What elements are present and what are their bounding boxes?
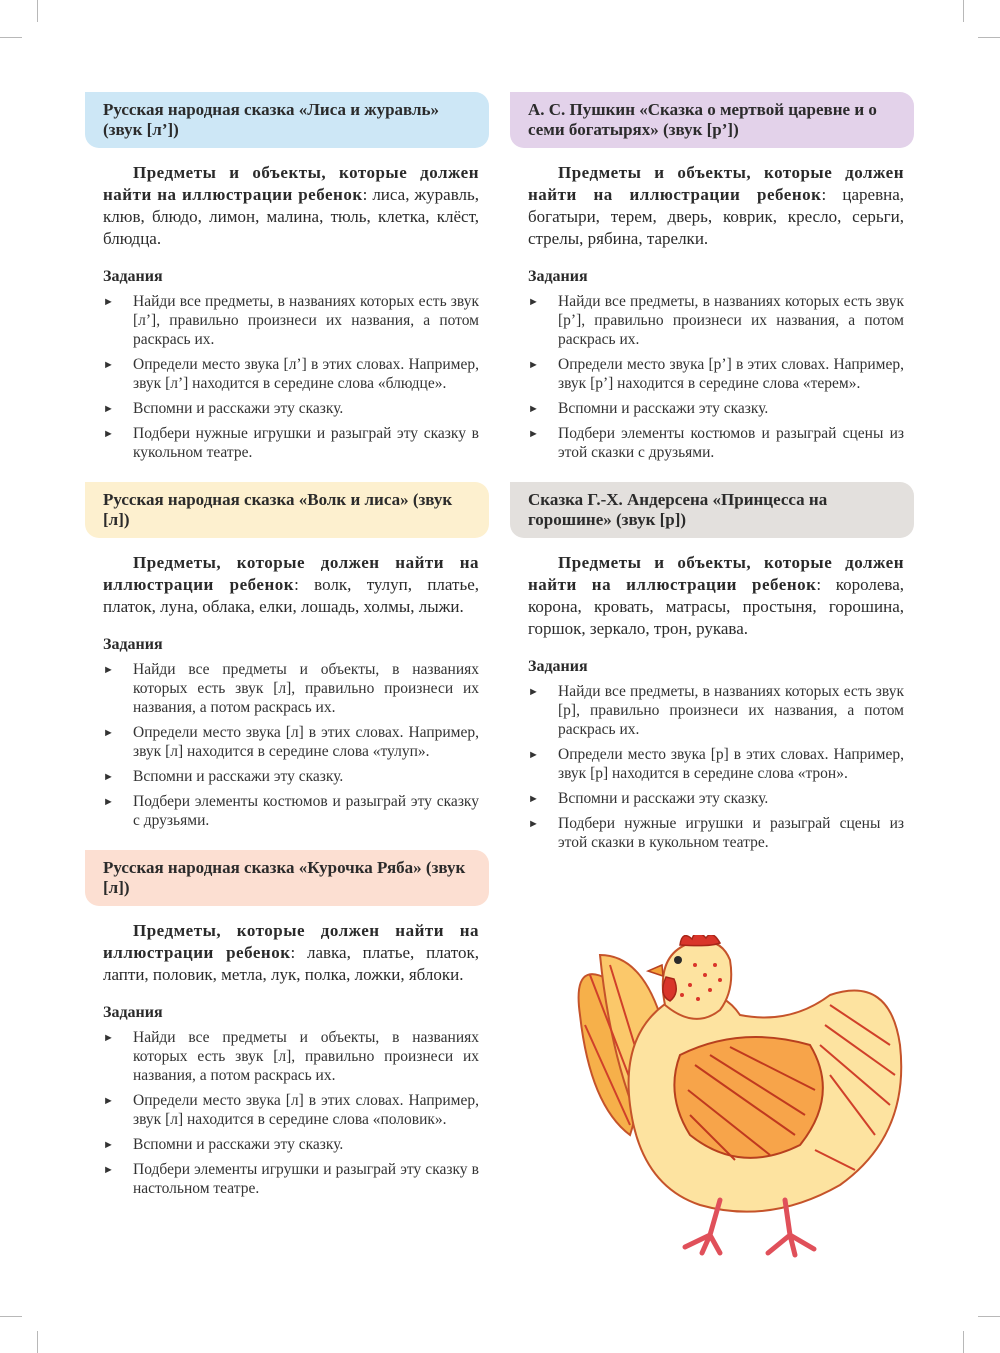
bullet-icon: ► [103,296,114,308]
task-text: Вспомни и расскажи эту сказку. [558,400,769,417]
task-text: Определи место звука [л’] в этих словах. Например, звук [л’] находится в середине слова «блюдце». [133,356,479,392]
task-text: Вспомни и расскажи эту сказку. [133,768,344,785]
section-intro [103,920,479,986]
intro-rest: : лавка, платье, платок, лапти, половик, метла, лук, полка, ложки, яблоки. [103,943,479,984]
task-text: Вспомни и расскажи эту сказку. [133,400,344,417]
task-text: Найди все предметы и объекты, в названиях которых есть звук [л], правильно произнеси их названия, а потом раскрась их. [133,1029,479,1084]
bullet-icon: ► [103,1095,114,1107]
bullet-icon: ► [103,1164,114,1176]
task-item [528,292,904,349]
intro-bold: Предметы и объекты, которые должен найти на иллюстрации ребенок [528,163,904,204]
section-intro [103,552,479,618]
task-text: Определи место звука [л] в этих словах. Например, звук [л] находится в середине слова «тулуп». [133,724,479,760]
tasks-title: Задания [528,658,588,675]
hen-illustration [570,935,920,1265]
section-intro [528,162,904,250]
task-item [528,789,904,808]
bullet-icon: ► [103,403,114,415]
bullet-icon: ► [528,403,539,415]
section-pushkin-tsarevna [510,92,914,462]
task-item [103,424,479,462]
task-item [528,814,904,852]
section-header: Русская народная сказка «Курочка Ряба» (звук [л]) [85,850,489,906]
section-printsessa-na-goroshine [510,482,914,852]
task-text: Определи место звука [р’] в этих словах. Например, звук [р’] находится в середине слова «терем». [558,356,904,392]
task-item [103,355,479,393]
task-item [103,1160,479,1198]
section-intro [103,162,479,250]
section-header: Русская народная сказка «Лиса и журавль» (звук [л’]) [85,92,489,148]
intro-rest: : королева, корона, кровать, матрасы, простыня, горошина, горшок, зеркало, трон, рукава. [528,575,904,638]
crop-mark [37,0,38,22]
task-text: Найди все предметы, в названиях которых есть звук [р], правильно произнеси их названия, а потом раскрась их. [558,683,904,738]
section-kurochka-ryaba [85,850,489,1198]
task-item [103,767,479,786]
task-item [528,424,904,462]
task-item [103,1135,479,1154]
bullet-icon: ► [103,1032,114,1044]
task-text: Определи место звука [р] в этих словах. Например, звук [р] находится в середине слова «трон». [558,746,904,782]
left-column [85,92,489,1218]
intro-bold: Предметы, которые должен найти на иллюстрации ребенок [103,553,479,594]
tasks-title: Задания [528,268,588,285]
hen-wattle [663,977,676,1001]
task-item [103,792,479,830]
bullet-icon: ► [103,727,114,739]
task-item [103,660,479,717]
section-header: Русская народная сказка «Волк и лиса» (звук [л]) [85,482,489,538]
section-intro [528,552,904,640]
bullet-icon: ► [103,1139,114,1151]
task-item [103,1091,479,1129]
tasks-title: Задания [103,268,163,285]
task-item [528,682,904,739]
crop-mark [37,1331,38,1353]
tasks-title: Задания [103,1004,163,1021]
task-text: Подбери нужные игрушки и разыграй сцены из этой сказки в кукольном театре. [558,815,904,851]
crop-mark [978,37,1000,38]
task-text: Вспомни и расскажи эту сказку. [558,790,769,807]
task-text: Найди все предметы, в названиях которых есть звук [л’], правильно произнеси их названия, а потом раскрась их. [133,293,479,348]
crop-mark [0,37,22,38]
task-list [85,292,489,462]
task-item [528,745,904,783]
task-text: Подбери элементы костюмов и разыграй сцены из этой сказки с друзьями. [558,425,904,461]
bullet-icon: ► [103,771,114,783]
bullet-icon: ► [103,796,114,808]
section-header: А. С. Пушкин «Сказка о мертвой царевне и о семи богатырях» (звук [р’]) [510,92,914,148]
section-lisa-i-zhuravl [85,92,489,462]
crop-mark [963,0,964,22]
section-header: Сказка Г.-Х. Андерсена «Принцесса на горошине» (звук [р]) [510,482,914,538]
intro-bold: Предметы и объекты, которые должен найти на иллюстрации ребенок [103,163,479,204]
bullet-icon: ► [528,428,539,440]
bullet-icon: ► [528,818,539,830]
task-text: Подбери элементы игрушки и разыграй эту сказку в настольном театре. [133,1161,479,1197]
task-item [103,399,479,418]
task-text: Подбери нужные игрушки и разыграй эту сказку в кукольном театре. [133,425,479,461]
task-list [510,682,914,852]
bullet-icon: ► [528,793,539,805]
intro-rest: : царевна, богатыри, терем, дверь, коврик, кресло, серьги, стрелы, рябина, тарелки. [528,185,904,248]
task-list [510,292,914,462]
bullet-icon: ► [528,359,539,371]
intro-bold: Предметы, которые должен найти на иллюстрации ребенок [103,921,479,962]
bullet-icon: ► [528,749,539,761]
task-item [103,1028,479,1085]
crop-mark [0,1316,22,1317]
hen-eye [674,956,682,964]
bullet-icon: ► [103,664,114,676]
task-list [85,660,489,830]
intro-rest: : лиса, журавль, клюв, блюдо, лимон, малина, тюль, клетка, клёст, блюдца. [103,185,479,248]
task-text: Подбери элементы костюмов и разыграй эту сказку с друзьями. [133,793,479,829]
task-item [103,292,479,349]
crop-mark [978,1316,1000,1317]
task-list [85,1028,489,1198]
crop-mark [963,1331,964,1353]
bullet-icon: ► [103,428,114,440]
intro-bold: Предметы и объекты, которые должен найти на иллюстрации ребенок [528,553,904,594]
task-item [528,399,904,418]
intro-rest: : волк, тулуп, платье, платок, луна, облака, елки, лошадь, холмы, лыжи. [103,575,479,616]
task-text: Найди все предметы, в названиях которых есть звук [р’], правильно произнеси их названия, а потом раскрась их. [558,293,904,348]
bullet-icon: ► [528,686,539,698]
right-column [510,92,914,872]
task-text: Вспомни и расскажи эту сказку. [133,1136,344,1153]
bullet-icon: ► [103,359,114,371]
task-text: Найди все предметы и объекты, в названиях которых есть звук [л], правильно произнеси их названия, а потом раскрась их. [133,661,479,716]
hen-comb [680,935,720,946]
section-volk-i-lisa [85,482,489,830]
task-text: Определи место звука [л] в этих словах. Например, звук [л] находится в середине слова «половик». [133,1092,479,1128]
bullet-icon: ► [528,296,539,308]
hen-beak [648,965,663,976]
task-item [103,723,479,761]
tasks-title: Задания [103,636,163,653]
task-item [528,355,904,393]
